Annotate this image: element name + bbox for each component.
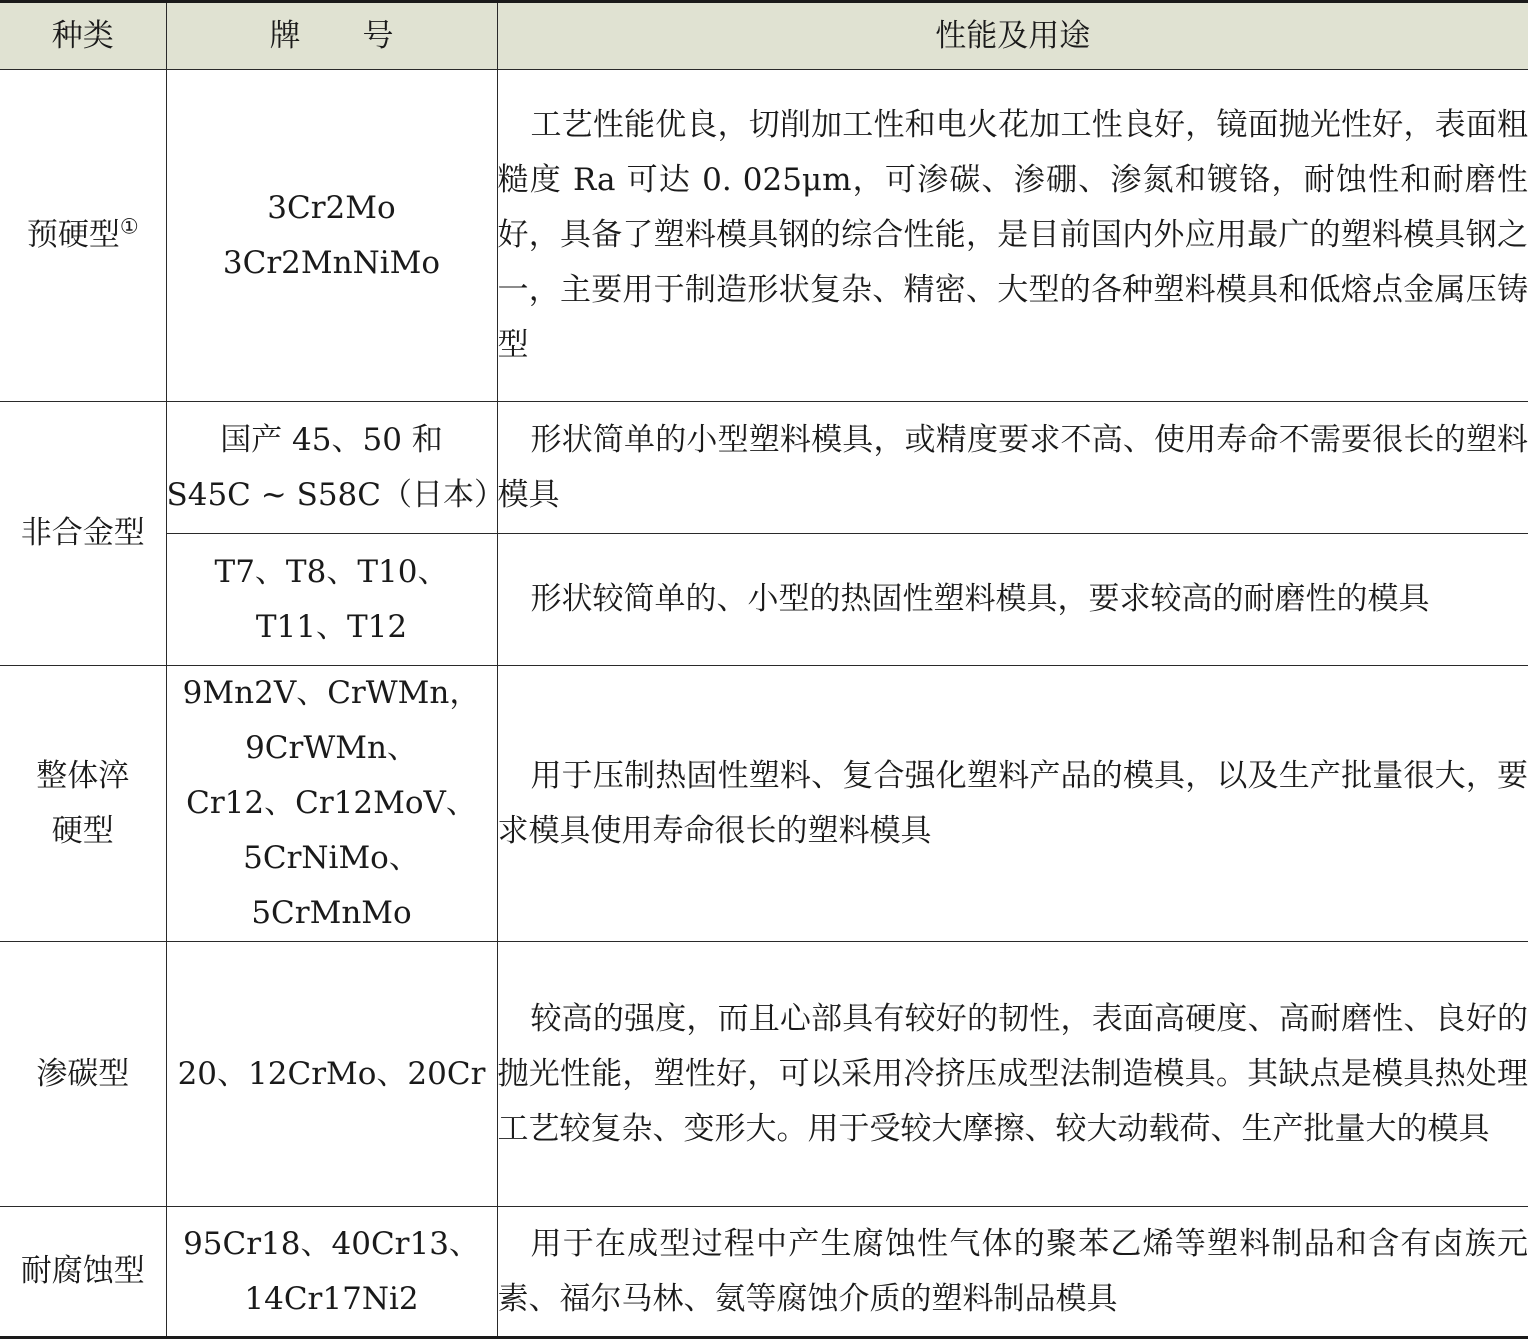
grade-line: 3Cr2MnNiMo xyxy=(167,236,497,291)
type-label: 非合金型 xyxy=(21,515,145,551)
grade-line: Cr12、Cr12MoV、 xyxy=(167,776,497,831)
table-row xyxy=(0,534,1528,666)
grade-line: 9Mn2V、CrWMn， xyxy=(167,666,497,721)
type-cell xyxy=(0,1207,166,1338)
description-cell xyxy=(497,402,1528,534)
type-cell xyxy=(0,402,166,666)
table-row xyxy=(0,942,1528,1207)
header-use: 性能及用途 xyxy=(497,2,1528,70)
description-cell xyxy=(497,942,1528,1207)
grade-cell xyxy=(166,402,497,534)
description-cell xyxy=(497,666,1528,942)
grade-line: 5CrNiMo、5CrMnMo xyxy=(167,831,497,941)
table-row xyxy=(0,402,1528,534)
header-grade xyxy=(166,2,497,70)
description-text: 用于在成型过程中产生腐蚀性气体的聚苯乙烯等塑料制品和含有卤族元素、福尔马林、氨等腐蚀介质的塑料制品模具 xyxy=(498,1217,1528,1327)
type-cell xyxy=(0,666,166,942)
grade-line: 95Cr18、40Cr13、 xyxy=(167,1217,497,1272)
description-text: 形状简单的小型塑料模具，或精度要求不高、使用寿命不需要很长的塑料模具 xyxy=(498,413,1528,523)
grade-line: S45C ~ S58C（日本） xyxy=(167,468,497,523)
grade-cell xyxy=(166,70,497,402)
description-text: 较高的强度，而且心部具有较好的韧性，表面高硬度、高耐磨性、良好的抛光性能，塑性好，可以采用冷挤压成型法制造模具。其缺点是模具热处理工艺较复杂、变形大。用于受较大摩擦、较大动载荷、生产批量大的模具 xyxy=(498,992,1528,1157)
type-label-line: 硬型 xyxy=(0,804,166,859)
grade-line: 国产 45、50 和 xyxy=(167,413,497,468)
grade-line: 20、12CrMo、20Cr xyxy=(167,1047,497,1102)
grade-line: 14Cr17Ni2 xyxy=(167,1272,497,1327)
type-cell xyxy=(0,942,166,1207)
type-label: 渗碳型 xyxy=(36,1056,129,1092)
grade-cell xyxy=(166,1207,497,1338)
grade-line: T7、T8、T10、 xyxy=(167,545,497,600)
description-text: 用于压制热固性塑料、复合强化塑料产品的模具，以及生产批量很大，要求模具使用寿命很长的塑料模具 xyxy=(498,749,1528,859)
header-row xyxy=(0,2,1528,70)
header-type: 种类 xyxy=(0,2,166,70)
table-row xyxy=(0,666,1528,942)
type-label-line: 整体淬 xyxy=(0,749,166,804)
description-cell xyxy=(497,1207,1528,1338)
table-row xyxy=(0,1207,1528,1338)
grade-line: 9CrWMn、 xyxy=(167,721,497,776)
description-text: 形状较简单的、小型的热固性塑料模具，要求较高的耐磨性的模具 xyxy=(498,572,1528,627)
footnote-marker: ① xyxy=(120,215,139,239)
description-text: 工艺性能优良，切削加工性和电火花加工性良好，镜面抛光性好，表面粗糙度 Ra 可达 0. 025μm，可渗碳、渗硼、渗氮和镀铬，耐蚀性和耐磨性好，具备了塑料模具钢的综合性能，是目前国内外应用最广的塑料模具钢之一，主要用于制造形状复杂、精密、大型的各种塑料模具和低熔点金属压铸型 xyxy=(498,98,1528,373)
grade-cell xyxy=(166,534,497,666)
grade-line: 3Cr2Mo xyxy=(167,181,497,236)
grade-line: T11、T12 xyxy=(167,600,497,655)
header-grade-label: 牌号 xyxy=(208,18,456,54)
grade-cell xyxy=(166,942,497,1207)
grade-cell xyxy=(166,666,497,942)
type-label: 预硬型 xyxy=(27,217,120,253)
type-cell xyxy=(0,70,166,402)
type-label: 耐腐蚀型 xyxy=(21,1253,145,1289)
description-cell xyxy=(497,70,1528,402)
table-row xyxy=(0,70,1528,402)
description-cell xyxy=(497,534,1528,666)
